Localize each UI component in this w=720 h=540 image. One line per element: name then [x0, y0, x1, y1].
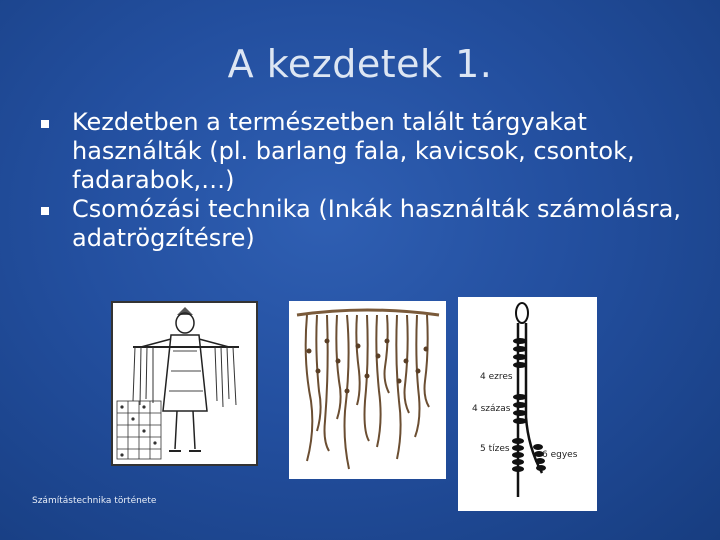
bullet-text-2: Csomózási technika (Inkák használták számolásra, adatrögzítésre)	[72, 195, 681, 252]
bullet-item-2	[38, 195, 698, 253]
label-thousands: 4 ezres	[480, 372, 513, 382]
quipu-cords-image	[289, 301, 446, 479]
knot-number-diagram	[458, 297, 597, 511]
footer-text: Számítástechnika története	[32, 496, 157, 506]
label-ones: 6 egyes	[542, 450, 578, 460]
bullet-list	[38, 108, 698, 253]
knot-diagram-svg	[458, 297, 597, 511]
square-bullet-icon	[41, 207, 49, 215]
bullet-text-1: Kezdetben a természetben talált tárgyakat használták (pl. barlang fala, kavicsok, csontok, fadarabok,…)	[72, 108, 635, 194]
quipu-illustration	[289, 301, 446, 479]
label-tens: 5 tízes	[480, 444, 510, 454]
bullet-item-1	[38, 108, 698, 195]
inca-figure-illustration	[111, 301, 258, 466]
label-hundreds: 4 százas	[472, 404, 511, 414]
square-bullet-icon	[41, 120, 49, 128]
slide-title: A kezdetek 1.	[227, 42, 493, 86]
inca-quipu-drawing	[111, 301, 258, 466]
